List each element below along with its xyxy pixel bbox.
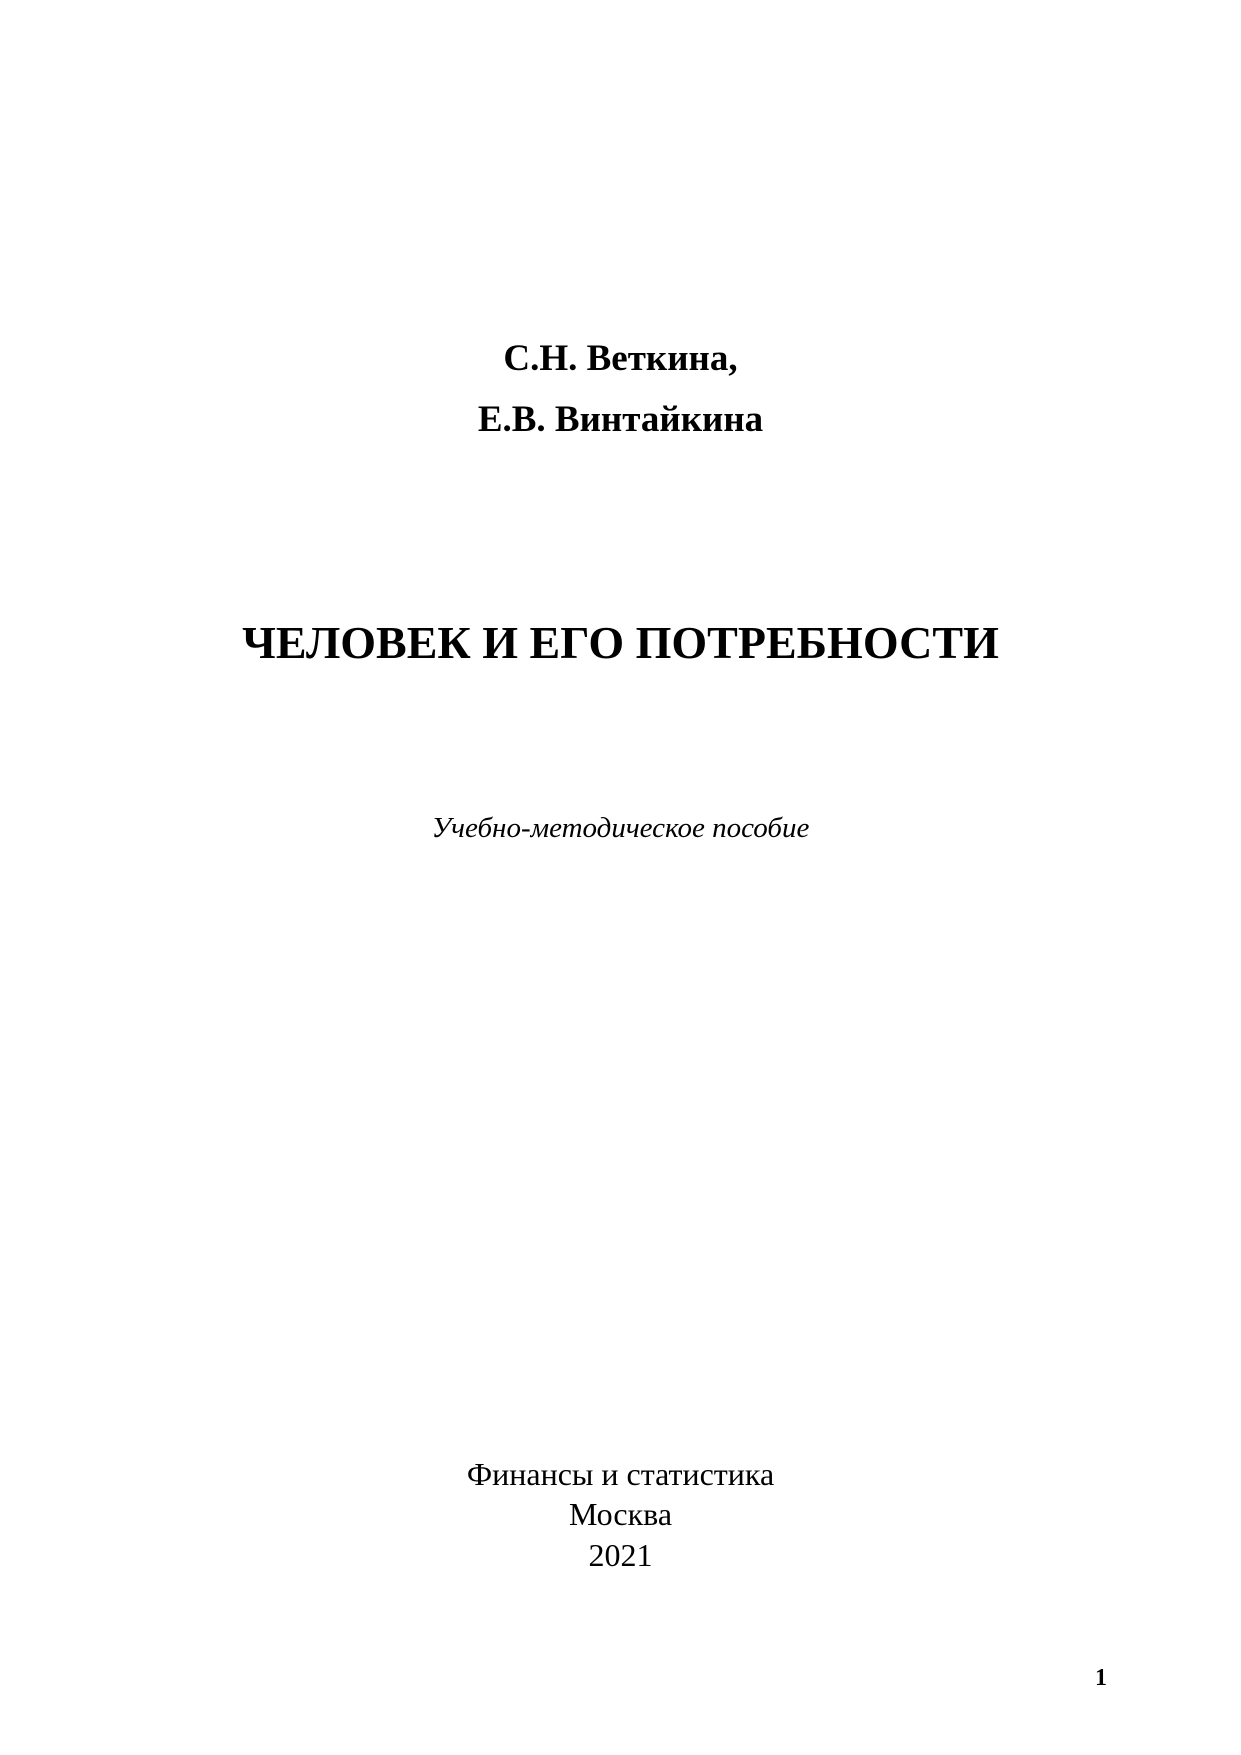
- publisher-name: Финансы и статистика: [466, 1456, 775, 1492]
- publication-city: Москва: [568, 1496, 673, 1532]
- book-title: ЧЕЛОВЕК И ЕГО ПОТРЕБНОСТИ: [242, 617, 999, 668]
- author-name-2: Е.В. Винтайкина: [477, 399, 764, 440]
- publication-year: 2021: [588, 1537, 653, 1573]
- page-number: 1: [1095, 1665, 1107, 1691]
- book-subtitle: Учебно-методическое пособие: [431, 812, 810, 844]
- author-name-1: С.Н. Веткина,: [503, 338, 738, 379]
